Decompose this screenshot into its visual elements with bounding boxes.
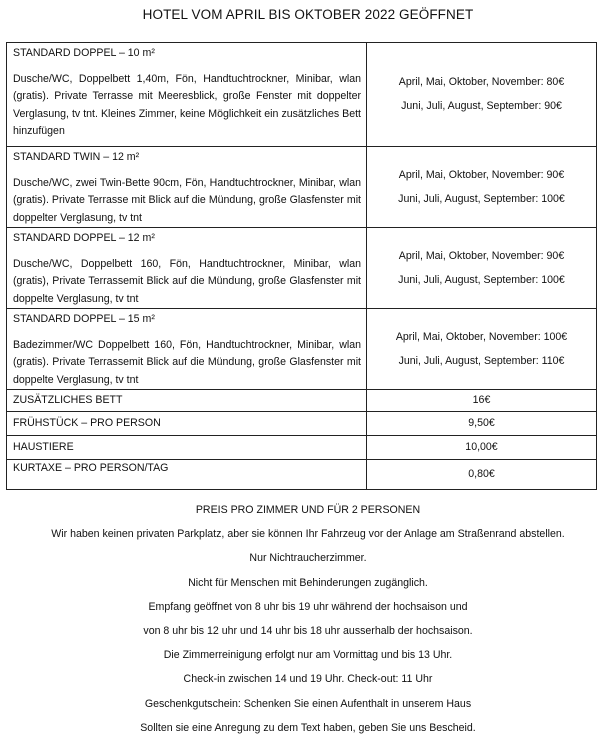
extra-price: 0,80€	[367, 460, 597, 490]
table-row	[7, 147, 597, 228]
room-cell	[7, 309, 367, 390]
price-low-season: April, Mai, Oktober, November: 80€	[398, 76, 565, 88]
note-line: Die Zimmerreinigung erfolgt nur am Vormittag und bis 13 Uhr.	[163, 649, 453, 662]
room-cell	[7, 147, 367, 228]
room-cell	[7, 43, 367, 147]
extra-price: 9,50€	[367, 412, 597, 436]
note-line: Check-in zwischen 14 und 19 Uhr. Check-out: 11 Uhr	[183, 673, 433, 686]
price-low-season: April, Mai, Oktober, November: 100€	[395, 330, 568, 343]
table-row	[7, 460, 597, 490]
notes-section	[0, 502, 616, 744]
note-line: PREIS PRO ZIMMER UND FÜR 2 PERSONEN	[195, 504, 421, 516]
extra-price: 10,00€	[367, 436, 597, 460]
room-name: STANDARD DOPPEL – 12 m²	[13, 232, 155, 244]
room-description: Badezimmer/WC Doppelbett 160, Fön, Handtuchtrockner, Minibar, wlan (gratis). Private Terrassemit Blick auf die Mündung, große Glasfenster mit doppelte Verglasung, tv tnt	[13, 338, 361, 386]
room-description: Dusche/WC, Doppelbett 1,40m, Fön, Handtuchtrockner, Minibar, wlan (gratis). Private Terrasse mit Meeresblick, große Fenster mit doppelter Verglasung, tv tnt. Kleines Zimmer, keine Möglichkeit ein zusätzliches Bett hinzufügen	[13, 72, 361, 137]
note-line: Sollten sie eine Anregung zu dem Text haben, geben Sie uns Bescheid.	[140, 721, 476, 734]
price-high-season: Juni, Juli, August, September: 110€	[398, 354, 565, 367]
price-low-season: April, Mai, Oktober, November: 90€	[398, 168, 565, 181]
room-description: Dusche/WC, Doppelbett 160, Fön, Handtuchtrockner, Minibar, wlan (gratis), Private Terrassemit Blick auf die Mündung, große Glasfenster mit doppelte Verglasung, tv tnt	[13, 257, 361, 305]
price-cell	[367, 228, 597, 309]
price-high-season: Juni, Juli, August, September: 100€	[398, 273, 565, 286]
room-name: STANDARD TWIN – 12 m²	[13, 151, 140, 163]
note-line: Empfang geöffnet von 8 uhr bis 19 uhr während der hochsaison und	[148, 600, 468, 613]
price-low-season: April, Mai, Oktober, November: 90€	[398, 249, 565, 262]
table-row	[7, 412, 597, 436]
room-name: STANDARD DOPPEL – 15 m²	[13, 313, 155, 325]
table-row	[7, 436, 597, 460]
extra-label: KURTAXE – PRO PERSON/TAG	[7, 460, 367, 490]
price-cell	[367, 309, 597, 390]
note-line: Geschenkgutschein: Schenken Sie einen Aufenthalt in unserem Haus	[144, 697, 472, 710]
extra-label: ZUSÄTZLICHES BETT	[7, 390, 367, 412]
room-cell	[7, 228, 367, 309]
extra-label: FRÜHSTÜCK – PRO PERSON	[7, 412, 367, 436]
room-description: Dusche/WC, zwei Twin-Bette 90cm, Fön, Handtuchtrockner, Minibar, wlan (gratis). Private Terrasse mit Blick auf die Mündung, große Glasfenster mit doppelter Verglasung, tv tnt	[13, 176, 361, 224]
note-line: Wir haben keinen privaten Parkplatz, aber sie können Ihr Fahrzeug vor der Anlage am Straßenrand abstellen.	[51, 528, 565, 541]
table-row	[7, 309, 597, 390]
table-row	[7, 228, 597, 309]
price-cell	[367, 147, 597, 228]
room-name: STANDARD DOPPEL – 10 m²	[13, 47, 155, 59]
note-line: Nicht für Menschen mit Behinderungen zugänglich.	[188, 576, 428, 589]
extra-price: 16€	[367, 390, 597, 412]
price-cell	[367, 43, 597, 147]
price-table	[6, 42, 597, 490]
note-line: Nur Nichtraucherzimmer.	[249, 552, 367, 565]
note-line: von 8 uhr bis 12 uhr und 14 uhr bis 18 uhr ausserhalb der hochsaison.	[143, 624, 473, 637]
table-row	[7, 390, 597, 412]
extra-label: HAUSTIERE	[7, 436, 367, 460]
price-high-season: Juni, Juli, August, September: 100€	[398, 192, 565, 205]
table-row	[7, 43, 597, 147]
price-high-season: Juni, Juli, August, September: 90€	[401, 100, 562, 112]
document-title: HOTEL VOM APRIL BIS OKTOBER 2022 GEÖFFNET	[142, 7, 474, 22]
